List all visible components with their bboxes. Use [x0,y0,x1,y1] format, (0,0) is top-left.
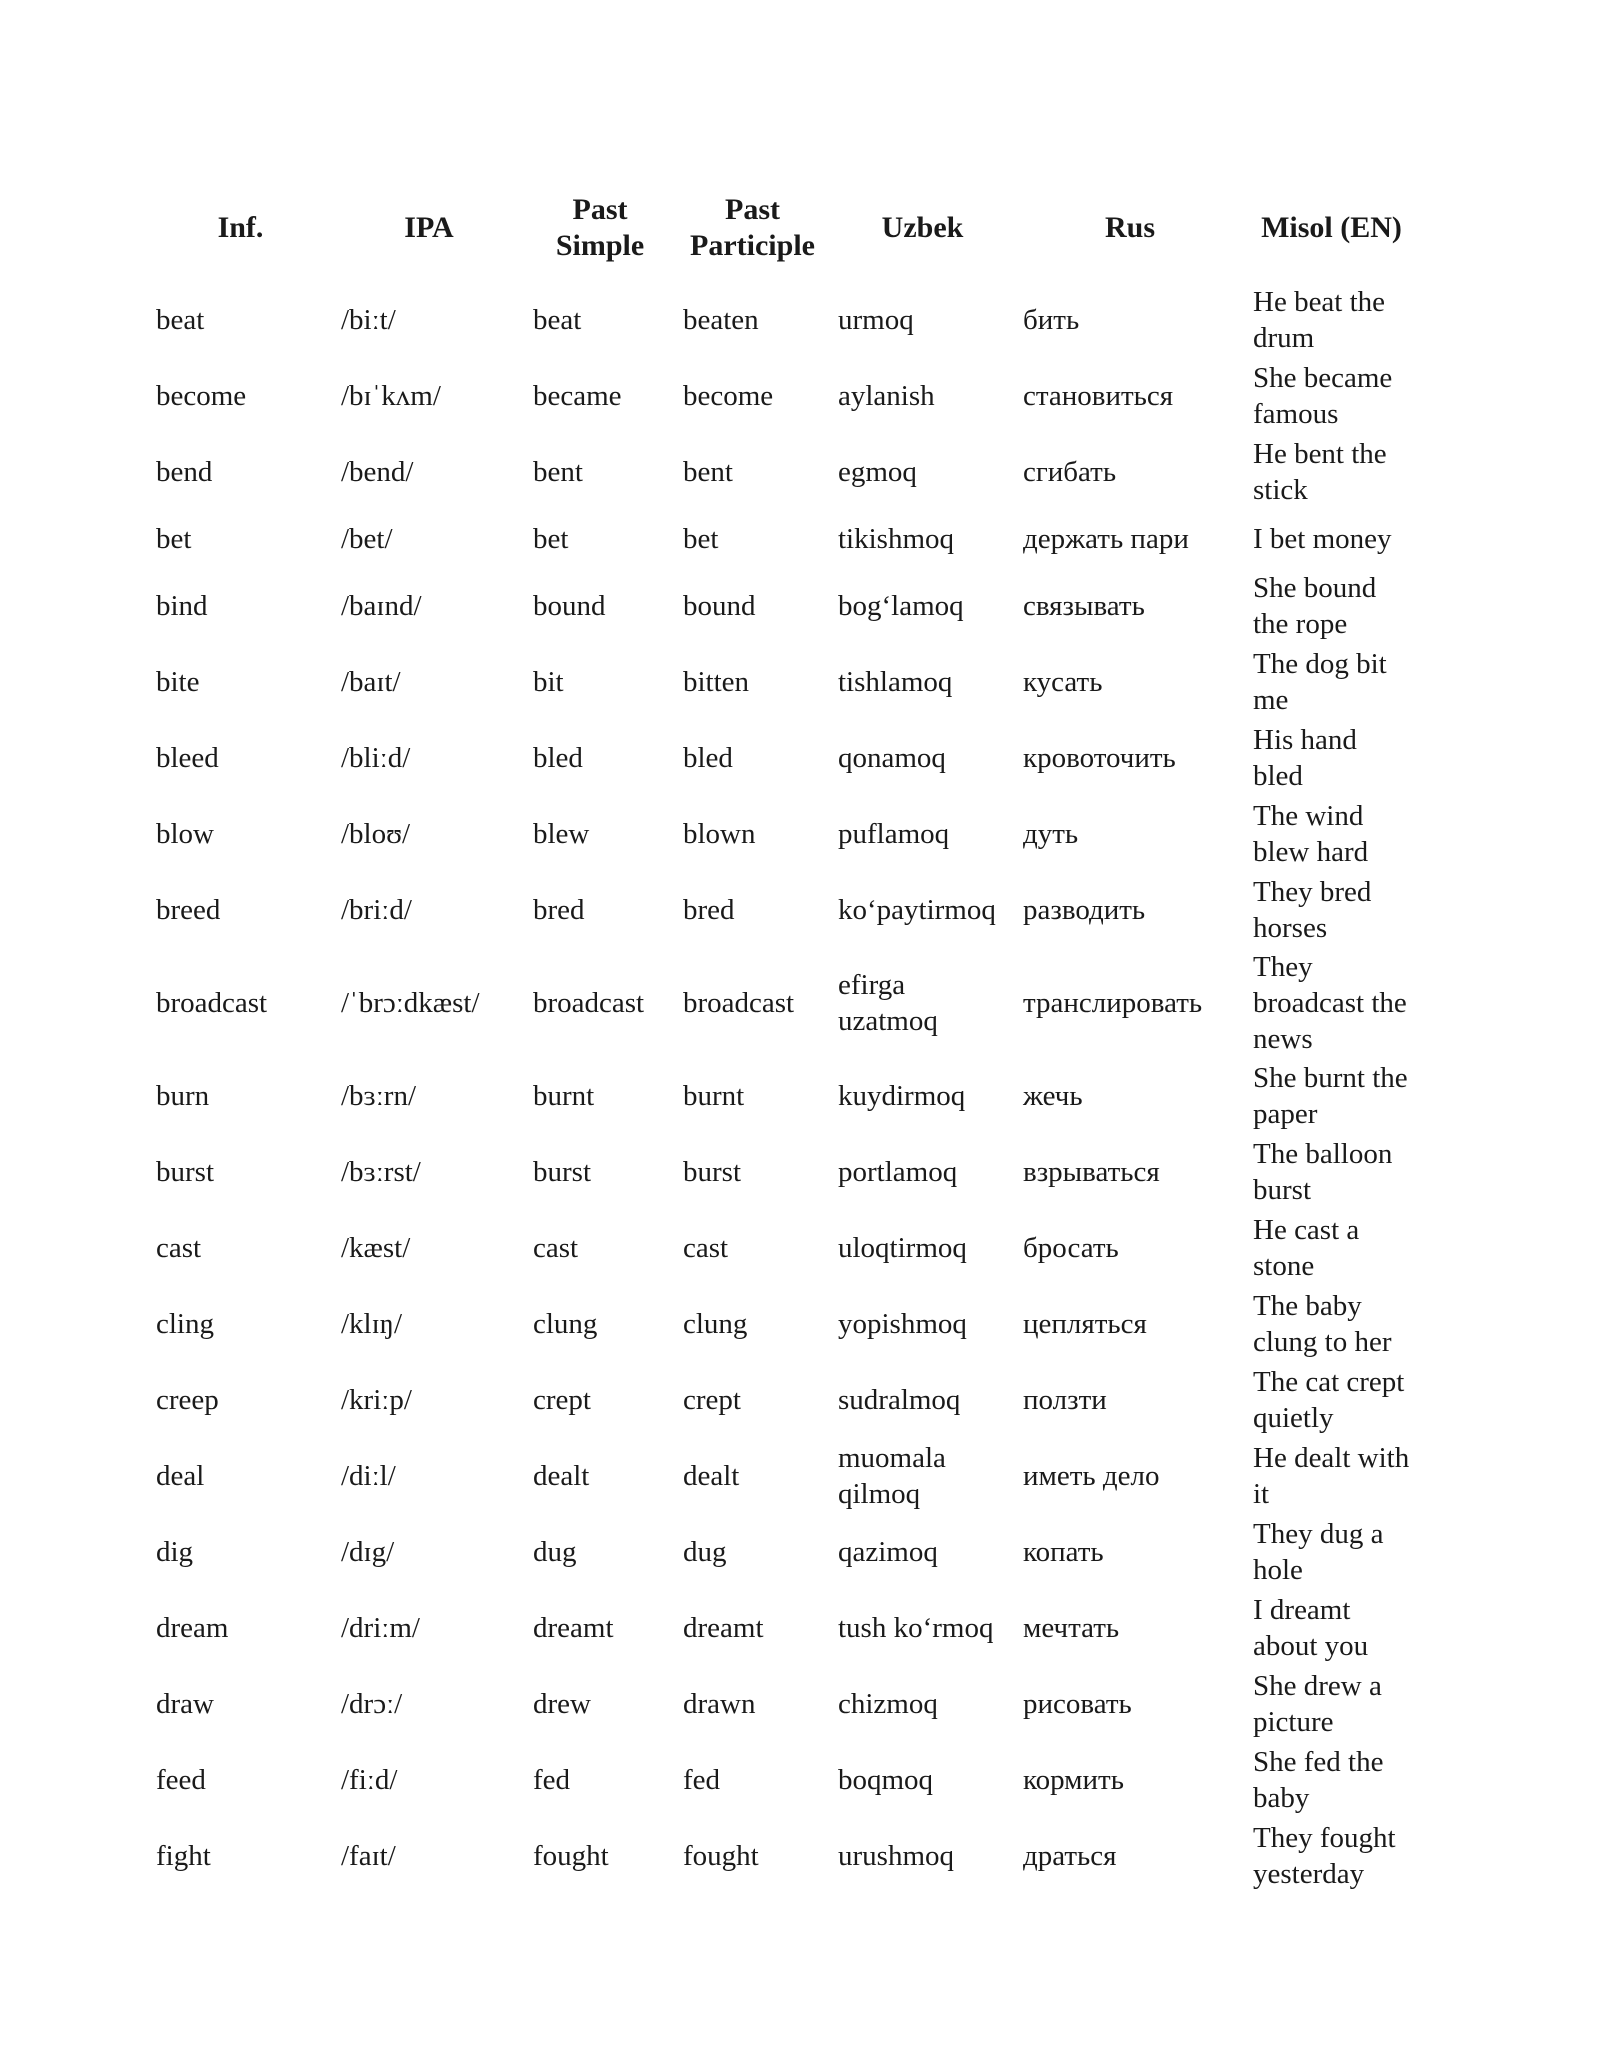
cell-past-simple: bet [533,523,569,555]
cell-past-simple: crept [533,1384,591,1416]
cell-ipa: /bet/ [341,523,393,555]
cell-uzbek: tishlamoq [838,666,953,698]
cell-uzbek: egmoq [838,456,917,488]
cell-uzbek: aylanish [838,380,935,412]
cell-russian: кусать [1023,666,1103,698]
cell-past-participle: beaten [683,304,759,336]
header-row [148,188,1418,282]
cell-russian: транслировать [1023,987,1203,1019]
cell-russian: цепляться [1023,1308,1147,1340]
cell-past-simple: became [533,380,622,412]
cell-uzbek: muomala qilmoq [838,1442,946,1510]
header-uzbek: Uzbek [881,211,964,244]
cell-russian: дуть [1023,818,1079,850]
cell-past-participle: bled [683,742,733,774]
cell-past-simple: bred [533,894,585,926]
cell-uzbek: uloqtirmoq [838,1232,967,1264]
cell-infinitive: burn [156,1080,210,1112]
cell-past-participle: clung [683,1308,748,1340]
table-row [148,872,1418,948]
cell-ipa: /ˈbrɔːdkæst/ [341,987,480,1019]
cell-past-participle: blown [683,818,756,850]
cell-infinitive: bend [156,456,213,488]
cell-example: I dreamt about you [1253,1594,1369,1662]
cell-example: They fought yesterday [1253,1822,1396,1890]
cell-past-simple: dreamt [533,1612,614,1644]
cell-infinitive: cling [156,1308,214,1340]
header-inf: Inf. [217,211,264,244]
cell-past-simple: dug [533,1536,577,1568]
cell-uzbek: tush ko‘rmoq [838,1612,994,1644]
cell-infinitive: dig [156,1536,194,1568]
cell-russian: бить [1023,304,1080,336]
cell-uzbek: portlamoq [838,1156,958,1188]
cell-example: She became famous [1253,362,1393,430]
table-row [148,1362,1418,1438]
table-row [148,1134,1418,1210]
cell-infinitive: blow [156,818,214,850]
cell-russian: сгибать [1023,456,1117,488]
cell-ipa: /biːt/ [341,304,396,336]
cell-past-simple: fed [533,1764,571,1796]
cell-past-simple: drew [533,1688,591,1720]
cell-russian: драться [1023,1840,1117,1872]
cell-infinitive: bet [156,523,192,555]
cell-example: He dealt with it [1253,1442,1410,1510]
cell-ipa: /bliːd/ [341,742,411,774]
cell-example: The dog bit me [1253,648,1387,716]
irregular-verbs-table [148,188,1418,1894]
header-ipa: IPA [404,211,454,244]
table-row [148,1742,1418,1818]
cell-ipa: /baɪt/ [341,666,401,698]
cell-past-simple: fought [533,1840,609,1872]
cell-example: She fed the baby [1253,1746,1384,1814]
table-row [148,1514,1418,1590]
cell-past-simple: blew [533,818,590,850]
cell-infinitive: bind [156,590,208,622]
table-row [148,1590,1418,1666]
cell-example: They bred horses [1253,876,1372,944]
cell-russian: держать пари [1023,523,1189,555]
cell-russian: разводить [1023,894,1146,926]
cell-ipa: /briːd/ [341,894,412,926]
cell-example: They broadcast the news [1253,951,1407,1055]
cell-ipa: /bɜːrn/ [341,1080,417,1112]
cell-past-participle: become [683,380,774,412]
cell-infinitive: burst [156,1156,214,1188]
cell-past-simple: broadcast [533,987,645,1019]
cell-past-simple: bound [533,590,606,622]
cell-infinitive: beat [156,304,205,336]
cell-infinitive: cast [156,1232,202,1264]
cell-past-simple: bent [533,456,583,488]
cell-ipa: /faɪt/ [341,1840,396,1872]
table-row [148,796,1418,872]
cell-ipa: /kriːp/ [341,1384,412,1416]
table-row [148,434,1418,510]
cell-uzbek: urushmoq [838,1840,954,1872]
cell-past-participle: bitten [683,666,750,698]
cell-russian: бросать [1023,1232,1119,1264]
cell-example: He beat the drum [1253,286,1386,354]
cell-russian: кровоточить [1023,742,1176,774]
cell-ipa: /baɪnd/ [341,590,422,622]
cell-past-participle: bet [683,523,719,555]
cell-ipa: /klɪŋ/ [341,1308,403,1340]
table-body [148,282,1418,1894]
cell-uzbek: boqmoq [838,1764,934,1796]
cell-past-simple: burnt [533,1080,595,1112]
cell-uzbek: qazimoq [838,1536,938,1568]
cell-ipa: /drɔː/ [341,1688,403,1720]
cell-uzbek: chizmoq [838,1688,938,1720]
cell-russian: жечь [1023,1080,1083,1112]
cell-past-simple: beat [533,304,582,336]
table-row [148,1438,1418,1514]
cell-russian: кормить [1023,1764,1124,1796]
cell-uzbek: qonamoq [838,742,946,774]
cell-example: His hand bled [1253,724,1357,792]
cell-russian: иметь дело [1023,1460,1160,1492]
table-row [148,1818,1418,1894]
cell-uzbek: tikishmoq [838,523,955,555]
cell-infinitive: bite [156,666,200,698]
table-row [148,720,1418,796]
cell-uzbek: kuydirmoq [838,1080,966,1112]
cell-russian: взрываться [1023,1156,1160,1188]
cell-example: The balloon burst [1253,1138,1393,1206]
cell-infinitive: deal [156,1460,205,1492]
table-row [148,282,1418,358]
header-rus: Rus [1104,211,1156,244]
cell-past-participle: broadcast [683,987,795,1019]
cell-infinitive: bleed [156,742,219,774]
cell-past-participle: dealt [683,1460,740,1492]
cell-example: I bet money [1253,523,1392,555]
cell-uzbek: yopishmoq [838,1308,967,1340]
header-misol: Misol (EN) [1261,211,1402,244]
cell-russian: становиться [1023,380,1174,412]
cell-example: The wind blew hard [1253,800,1369,868]
cell-past-simple: burst [533,1156,591,1188]
cell-uzbek: ko‘paytirmoq [838,894,996,926]
cell-example: He cast a stone [1253,1214,1360,1282]
cell-infinitive: breed [156,894,221,926]
cell-russian: связывать [1023,590,1145,622]
cell-past-participle: bent [683,456,733,488]
cell-uzbek: sudralmoq [838,1384,961,1416]
cell-past-simple: bled [533,742,583,774]
cell-ipa: /bɪˈkʌm/ [341,380,441,412]
cell-uzbek: bog‘lamoq [838,590,964,622]
cell-past-participle: bound [683,590,756,622]
table-row [148,1058,1418,1134]
cell-uzbek: efirga uzatmoq [838,969,938,1037]
cell-past-simple: clung [533,1308,598,1340]
cell-ipa: /dɪg/ [341,1536,395,1568]
cell-example: She bound the rope [1253,572,1377,640]
cell-infinitive: fight [156,1840,211,1872]
cell-russian: мечтать [1023,1612,1120,1644]
header-past-participle: Past Participle [690,193,815,262]
cell-past-simple: cast [533,1232,579,1264]
cell-past-participle: crept [683,1384,741,1416]
table-row [148,1286,1418,1362]
cell-infinitive: dream [156,1612,229,1644]
cell-infinitive: creep [156,1384,219,1416]
cell-russian: рисовать [1023,1688,1132,1720]
cell-example: She drew a picture [1253,1670,1382,1738]
cell-example: The cat crept quietly [1253,1366,1405,1434]
cell-past-simple: bit [533,666,564,698]
table-row [148,1666,1418,1742]
cell-ipa: /kæst/ [341,1232,411,1264]
cell-past-participle: cast [683,1232,729,1264]
cell-infinitive: become [156,380,247,412]
cell-ipa: /bloʊ/ [341,818,411,850]
table-row [148,948,1418,1058]
cell-ipa: /diːl/ [341,1460,396,1492]
cell-past-participle: bred [683,894,735,926]
cell-past-participle: drawn [683,1688,756,1720]
cell-infinitive: draw [156,1688,214,1720]
cell-past-participle: burnt [683,1080,745,1112]
cell-example: The baby clung to her [1253,1290,1392,1358]
cell-example: They dug a hole [1253,1518,1384,1586]
table-row [148,568,1418,644]
cell-past-participle: burst [683,1156,741,1188]
cell-past-participle: fought [683,1840,759,1872]
cell-russian: копать [1023,1536,1104,1568]
cell-uzbek: puflamoq [838,818,950,850]
cell-infinitive: feed [156,1764,206,1796]
cell-past-participle: dug [683,1536,727,1568]
cell-ipa: /fiːd/ [341,1764,398,1796]
cell-russian: ползти [1023,1384,1107,1416]
cell-ipa: /driːm/ [341,1612,420,1644]
cell-infinitive: broadcast [156,987,268,1019]
cell-example: He bent the stick [1253,438,1387,506]
cell-past-simple: dealt [533,1460,590,1492]
cell-uzbek: urmoq [838,304,914,336]
table-row [148,1210,1418,1286]
table-row [148,644,1418,720]
cell-ipa: /bɜːrst/ [341,1156,421,1188]
header-past-simple: Past Simple [555,193,645,262]
table-row [148,358,1418,434]
cell-example: She burnt the paper [1253,1062,1408,1130]
cell-past-participle: dreamt [683,1612,764,1644]
cell-ipa: /bend/ [341,456,414,488]
cell-past-participle: fed [683,1764,721,1796]
table-row [148,510,1418,568]
